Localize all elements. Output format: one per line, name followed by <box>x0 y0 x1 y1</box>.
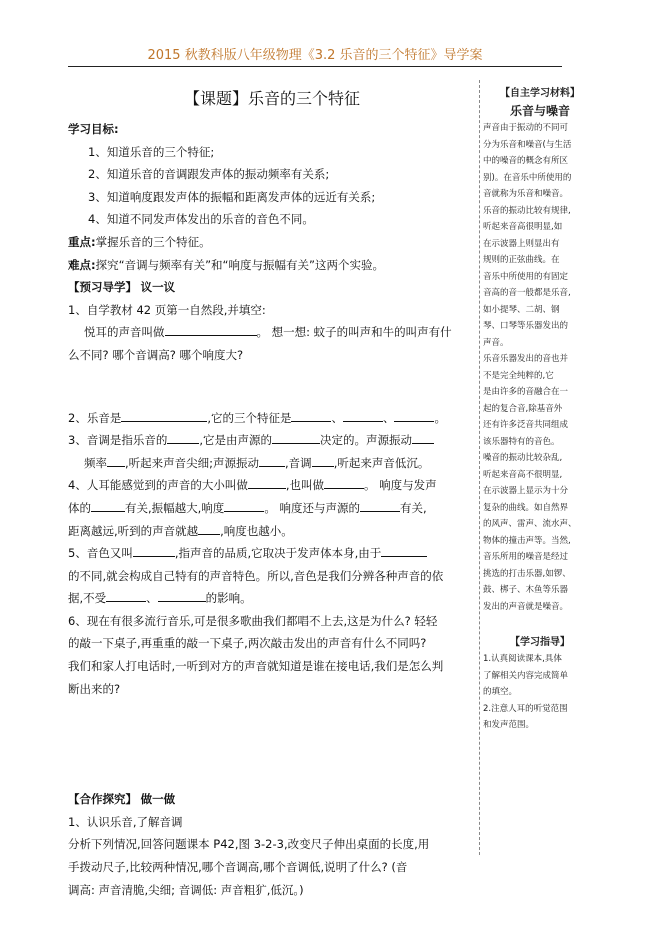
q3-text: 频率 <box>84 455 107 470</box>
guide-line: 的填空。 <box>483 687 518 697</box>
material-line: 挑选的打击乐器,如锣、 <box>483 568 571 579</box>
q1-text-b: 。 想一想: 蚊子的叫声和牛的叫声有什 <box>256 325 452 340</box>
blank <box>198 522 220 535</box>
material-line: 该乐器特有的音色。 <box>483 436 560 447</box>
q4-text: ,响度也越小。 <box>220 523 293 538</box>
q5-text: 据,不受 <box>68 591 107 606</box>
q3-line-2 <box>68 452 476 475</box>
q1-line <box>68 321 476 344</box>
q4-text: 体的 <box>68 500 91 515</box>
answer-space <box>68 700 476 788</box>
q2-text: 。 <box>434 410 446 425</box>
q4-text: 有关, <box>399 500 427 515</box>
coop-label: 【合作探究】 <box>68 792 137 807</box>
q1-line-2: 么不同? 哪个音调高? 哪个响度大? <box>68 347 244 362</box>
material-line: 噪音的振动比较杂乱, <box>483 453 563 463</box>
blank <box>259 454 285 467</box>
q3-text: 3、音调是指乐音的 <box>68 433 168 448</box>
main-column <box>68 86 476 901</box>
guide-line: 和发声范围。 <box>483 720 535 730</box>
material-line: 还有许多泛音共同组成 <box>483 420 569 430</box>
header-title: 2015 秋教科版八年级物理《3.2 乐音的三个特征》导学案 <box>147 48 483 63</box>
column-divider <box>479 80 480 855</box>
material-line: 如小提琴、二胡、钢 <box>483 304 560 315</box>
q5-text: 5、音色又叫 <box>68 546 133 561</box>
coop-item: 1、认识乐音,了解音调 <box>68 814 183 829</box>
blank <box>272 431 320 444</box>
q4-text: 。 响度与发声 <box>363 478 437 493</box>
material-line: 声音。 <box>483 337 509 348</box>
q2 <box>68 407 476 430</box>
key-label: 重点: <box>68 234 96 249</box>
material-title: 【自主学习材料】 <box>500 88 580 99</box>
material-line: 鼓、梆子、木鱼等乐器 <box>483 585 569 595</box>
blank <box>324 476 364 489</box>
material-line: 琴、口琴等乐器发出的 <box>483 321 569 331</box>
guide-line: 1.认真阅读课本,具体 <box>483 654 562 664</box>
sidebar <box>483 86 597 734</box>
material-line: 音就称为乐音和噪音。 <box>483 189 569 199</box>
q4-text: 有关,振幅越大,响度 <box>125 500 225 515</box>
blank <box>394 409 434 422</box>
key-point <box>68 231 476 254</box>
q4-text: 。 响度还与声源的 <box>264 500 360 515</box>
header-divider <box>68 66 562 67</box>
objective-item: 3、知道响度跟发声体的振幅和距离发声体的远近有关系; <box>88 189 376 204</box>
blank <box>224 499 264 512</box>
material-line: 乐音的振动比较有规律, <box>483 205 571 216</box>
q4-text: 距离越远,听到的声音就越 <box>68 523 199 538</box>
blank <box>133 544 175 557</box>
q3-text: 决定的。声源振动 <box>319 433 412 448</box>
blank <box>360 499 400 512</box>
q6-line: 的敲一下桌子,再重重的敲一下桌子,两次敲击发出的声音有什么不同吗? <box>68 636 427 651</box>
q6-line: 断出来的? <box>68 681 121 696</box>
material-line: 中的噪音的概念有所区 <box>483 156 569 166</box>
blank <box>91 499 125 512</box>
material-line: 音高的音一般都是乐音, <box>483 288 571 298</box>
objective-item: 4、知道不同发声体发出的乐音的音色不同。 <box>88 212 314 227</box>
preview-label: 【预习导学】 <box>68 280 137 295</box>
document-header <box>68 44 562 63</box>
q4-line-2 <box>68 497 476 520</box>
blank <box>312 454 334 467</box>
coop-heading <box>68 788 476 811</box>
material-line: 是由许多的音融合在一 <box>483 387 569 397</box>
blank <box>291 409 331 422</box>
sidebar-gap <box>483 615 597 635</box>
guide-line: 了解相关内容完成简单 <box>483 670 569 681</box>
q1-intro: 1、自学教材 42 页第一自然段,并填空: <box>68 302 266 317</box>
q3-text: ,它是由声源的 <box>199 433 272 448</box>
preview-sub: 议一议 <box>140 280 176 295</box>
material-subtitle: 乐音与噪音 <box>509 104 570 118</box>
material-line: 的风声、雷声、流水声、 <box>483 519 577 529</box>
preview-heading <box>68 276 476 299</box>
q5-text: 的影响。 <box>205 591 252 606</box>
guide-title: 【学习指导】 <box>510 637 570 648</box>
blank <box>158 589 206 602</box>
q3-text: ,音调 <box>285 455 312 470</box>
material-line: 复杂的曲线。如自然界 <box>483 502 569 513</box>
objective-item: 1、知道乐音的三个特征; <box>88 144 215 159</box>
material-line: 声音由于振动的不同可 <box>483 123 569 133</box>
lesson-title: 【课题】乐音的三个特征 <box>183 89 360 108</box>
material-line: 规则的正弦曲线。在 <box>483 255 560 265</box>
objectives-title: 学习目标: <box>68 122 119 136</box>
q2-text: ,它的三个特征是 <box>207 410 292 425</box>
q3 <box>68 429 476 452</box>
q5-line-3 <box>68 587 476 610</box>
objective-item: 2、知道乐音的音调跟发声体的振动频率有关系; <box>88 167 330 182</box>
q3-text: ,听起来声音尖细;声源振动 <box>125 455 260 470</box>
q6-line: 我们和家人打电话时,一听到对方的声音就知道是谁在接电话,我们是怎么判 <box>68 659 444 674</box>
answer-space <box>68 367 476 407</box>
blank <box>412 431 434 444</box>
material-line: 发出的声音就是噪音。 <box>483 601 569 612</box>
material-line: 物体的撞击声等。当然, <box>483 535 571 546</box>
material-line: 别)。在音乐中所使用的 <box>483 172 572 183</box>
material-line: 分为乐音和噪音(与生活 <box>483 139 572 150</box>
material-line: 音乐中所使用的有固定 <box>483 271 569 282</box>
q6-line: 6、现在有很多流行音乐,可是很多歌曲我们都唱不上去,这是为什么? 轻轻 <box>68 613 438 628</box>
q5-text: ,指声音的品质,它取决于发声体本身,由于 <box>174 546 382 561</box>
blank <box>165 323 257 336</box>
material-line: 乐音乐器发出的音也并 <box>483 354 569 364</box>
difficulty-text: 探究“音调与频率有关”和“响度与振幅有关”这两个实验。 <box>95 257 384 272</box>
blank <box>106 589 146 602</box>
material-line: 听起来音高很明显,如 <box>483 222 563 232</box>
key-text: 掌握乐音的三个特征。 <box>95 234 211 249</box>
difficulty-label: 难点: <box>68 257 96 272</box>
coop-text-line: 调高: 声音清脆,尖细; 音调低: 声音粗犷,低沉。) <box>68 882 304 897</box>
q4-text: ,也叫做 <box>285 478 324 493</box>
blank <box>381 544 427 557</box>
material-line: 在示波器上显示为十分 <box>483 486 569 496</box>
blank <box>107 454 125 467</box>
q4-text: 4、人耳能感觉到的声音的大小叫做 <box>68 478 248 493</box>
guide-line: 2.注意人耳的听觉范围 <box>483 703 568 714</box>
blank <box>343 409 383 422</box>
material-line: 音乐所用的噪音是经过 <box>483 552 569 562</box>
guide-text <box>483 651 597 734</box>
q5-text: 、 <box>146 591 158 606</box>
q2-text: 、 <box>331 410 343 425</box>
blank <box>167 431 199 444</box>
blank <box>248 476 286 489</box>
q4 <box>68 474 476 497</box>
q1-text-a: 悦耳的声音叫做 <box>84 325 165 340</box>
blank <box>121 409 207 422</box>
material-line: 不是完全纯粹的,它 <box>483 370 554 381</box>
coop-sub: 做一做 <box>140 792 176 807</box>
material-line: 起的复合音,除基音外 <box>483 403 563 414</box>
difficulty <box>68 254 476 277</box>
q4-line-3 <box>68 520 476 543</box>
material-line: 听起来音高不很明显, <box>483 469 563 480</box>
q3-text: ,听起来声音低沉。 <box>333 455 430 470</box>
q2-text: 、 <box>382 410 395 425</box>
q5 <box>68 542 476 565</box>
material-line: 在示波器上则显出有 <box>483 238 560 249</box>
material-text <box>483 120 597 615</box>
q5-line-2: 的不同,就会构成自己特有的声音特色。所以,音色是我们分辨各种声音的依 <box>68 568 444 583</box>
coop-text-line: 手拨动尺子,比较两种情况,哪个音调高,哪个音调低,说明了什么? (音 <box>68 860 408 875</box>
q2-text: 2、乐音是 <box>68 410 122 425</box>
coop-text-line: 分析下列情况,回答问题课本 P42,图 3-2-3,改变尺子伸出桌面的长度,用 <box>68 837 430 852</box>
